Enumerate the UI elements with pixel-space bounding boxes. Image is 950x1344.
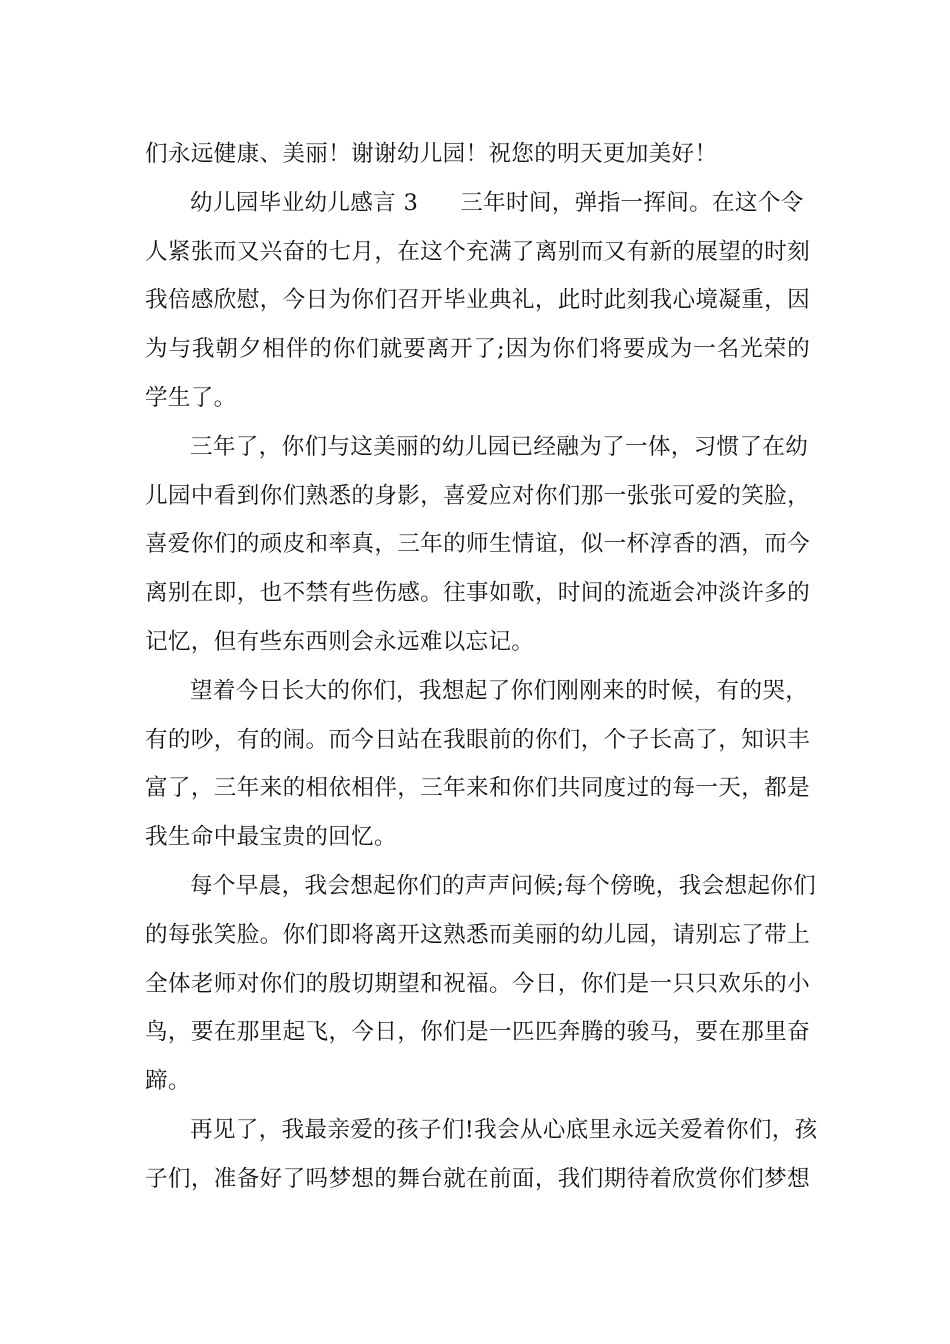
text-line: 富了，三年来的相依相伴，三年来和你们共同度过的每一天，都是 [145,775,810,802]
text-line: 三年了，你们与这美丽的幼儿园已经融为了一体，习惯了在幼 [190,433,809,460]
heading-line [145,179,810,228]
text-line: 们永远健康、美丽！谢谢幼儿园！祝您的明天更加美好！ [145,141,718,167]
text-line: 望着今日长大的你们，我想起了你们刚刚来的时候，有的哭， [190,677,809,704]
text-line: 全体老师对你们的殷切期望和祝福。今日，你们是一只只欢乐的小 [145,970,810,997]
text-line: 蹄。 [145,1068,191,1095]
text-line: 子们，准备好了吗梦想的舞台就在前面，我们期待着欣赏你们梦想 [145,1165,810,1192]
text-line: 每个早晨，我会想起你们的声声问候;每个傍晚，我会想起你们 [190,872,817,899]
text-line: 鸟，要在那里起飞，今日，你们是一匹匹奔腾的骏马，要在那里奋 [145,1019,810,1046]
text-line: 的每张笑脸。你们即将离开这熟悉而美丽的幼儿园，请别忘了带上 [145,921,810,948]
text-line: 为与我朝夕相伴的你们就要离开了;因为你们将要成为一名光荣的 [145,336,810,363]
section-heading: 幼儿园毕业幼儿感言 3 [190,189,419,216]
text-line: 我倍感欣慰，今日为你们召开毕业典礼，此时此刻我心境凝重，因 [145,287,810,314]
text-line: 我生命中最宝贵的回忆。 [145,824,397,851]
text-line: 有的吵，有的闹。而今日站在我眼前的你们，个子长高了，知识丰 [145,726,810,753]
text-line: 三年时间，弹指一挥间。在这个令 [460,189,804,216]
text-line: 学生了。 [145,384,237,411]
text-line: 儿园中看到你们熟悉的身影，喜爱应对你们那一张张可爱的笑脸， [145,482,810,509]
text-line: 人紧张而又兴奋的七月，在这个充满了离别而又有新的展望的时刻 [145,238,810,265]
text-line: 再见了，我最亲爱的孩子们!我会从心底里永远关爱着你们，孩 [190,1116,818,1143]
document-body [145,130,818,1204]
text-line: 离别在即，也不禁有些伤感。往事如歌，时间的流逝会冲淡许多的 [145,580,810,607]
text-line: 记忆，但有些东西则会永远难以忘记。 [145,628,535,655]
text-line: 喜爱你们的顽皮和率真，三年的师生情谊，似一杯淳香的酒，而今 [145,531,810,558]
